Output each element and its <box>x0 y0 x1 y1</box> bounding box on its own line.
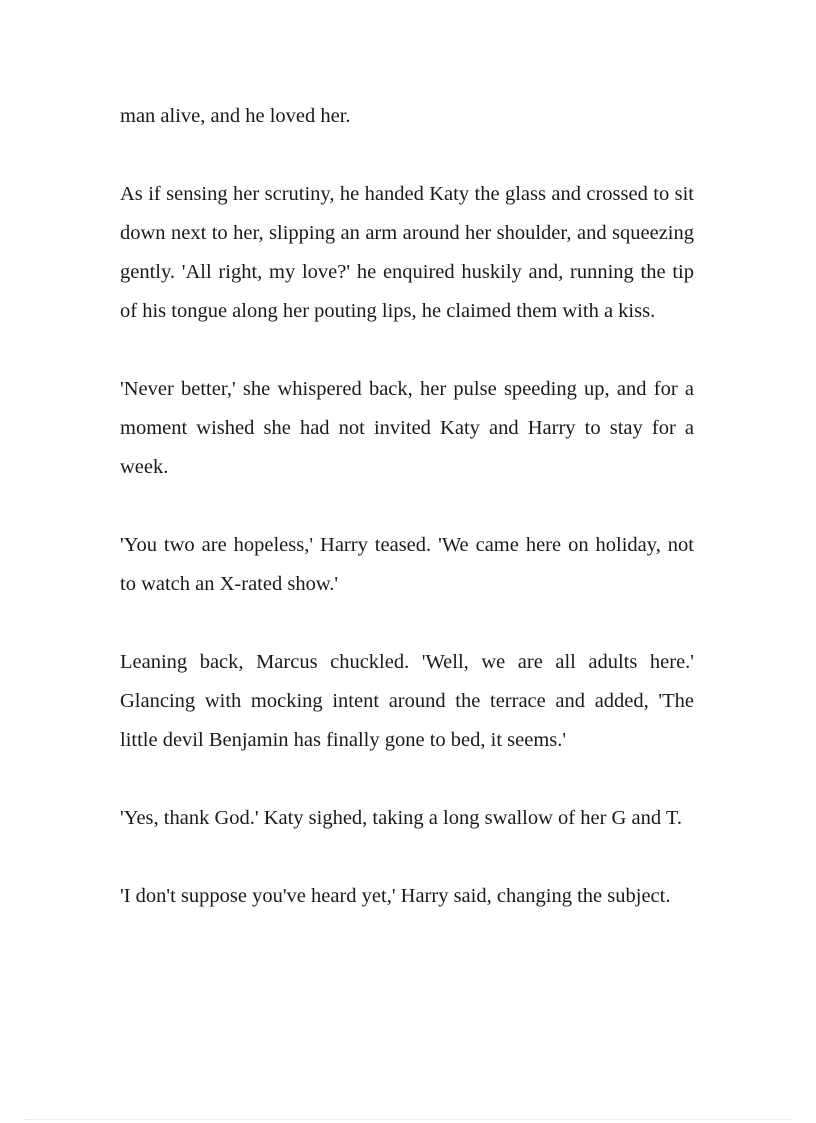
paragraph-1: man alive, and he loved her. <box>120 105 351 127</box>
paragraph-2: As if sensing her scrutiny, he handed Katy the glass and crossed to sit down next to her, slipping an arm around her shoulder, and squeezing gently. 'All right, my love?' he enquired huskily and, running the tip of his tongue along her pouting lips, he claimed them with a kiss. <box>120 183 694 322</box>
paragraph-7: 'I don't suppose you've heard yet,' Harry said, changing the subject. <box>120 885 671 907</box>
paragraph-4: 'You two are hopeless,' Harry teased. 'We came here on holiday, not to watch an X-rated show.' <box>120 534 694 595</box>
paragraph-6: 'Yes, thank God.' Katy sighed, taking a long swallow of her G and T. <box>120 807 682 829</box>
body-text <box>120 97 694 955</box>
paragraph-3: 'Never better,' she whispered back, her pulse speeding up, and for a moment wished she had not invited Katy and Harry to stay for a week. <box>120 378 694 478</box>
page-bottom-divider <box>24 1119 792 1120</box>
paragraph-5: Leaning back, Marcus chuckled. 'Well, we are all adults here.' Glancing with mocking intent around the terrace and added, 'The little devil Benjamin has finally gone to bed, it seems.' <box>120 651 694 751</box>
